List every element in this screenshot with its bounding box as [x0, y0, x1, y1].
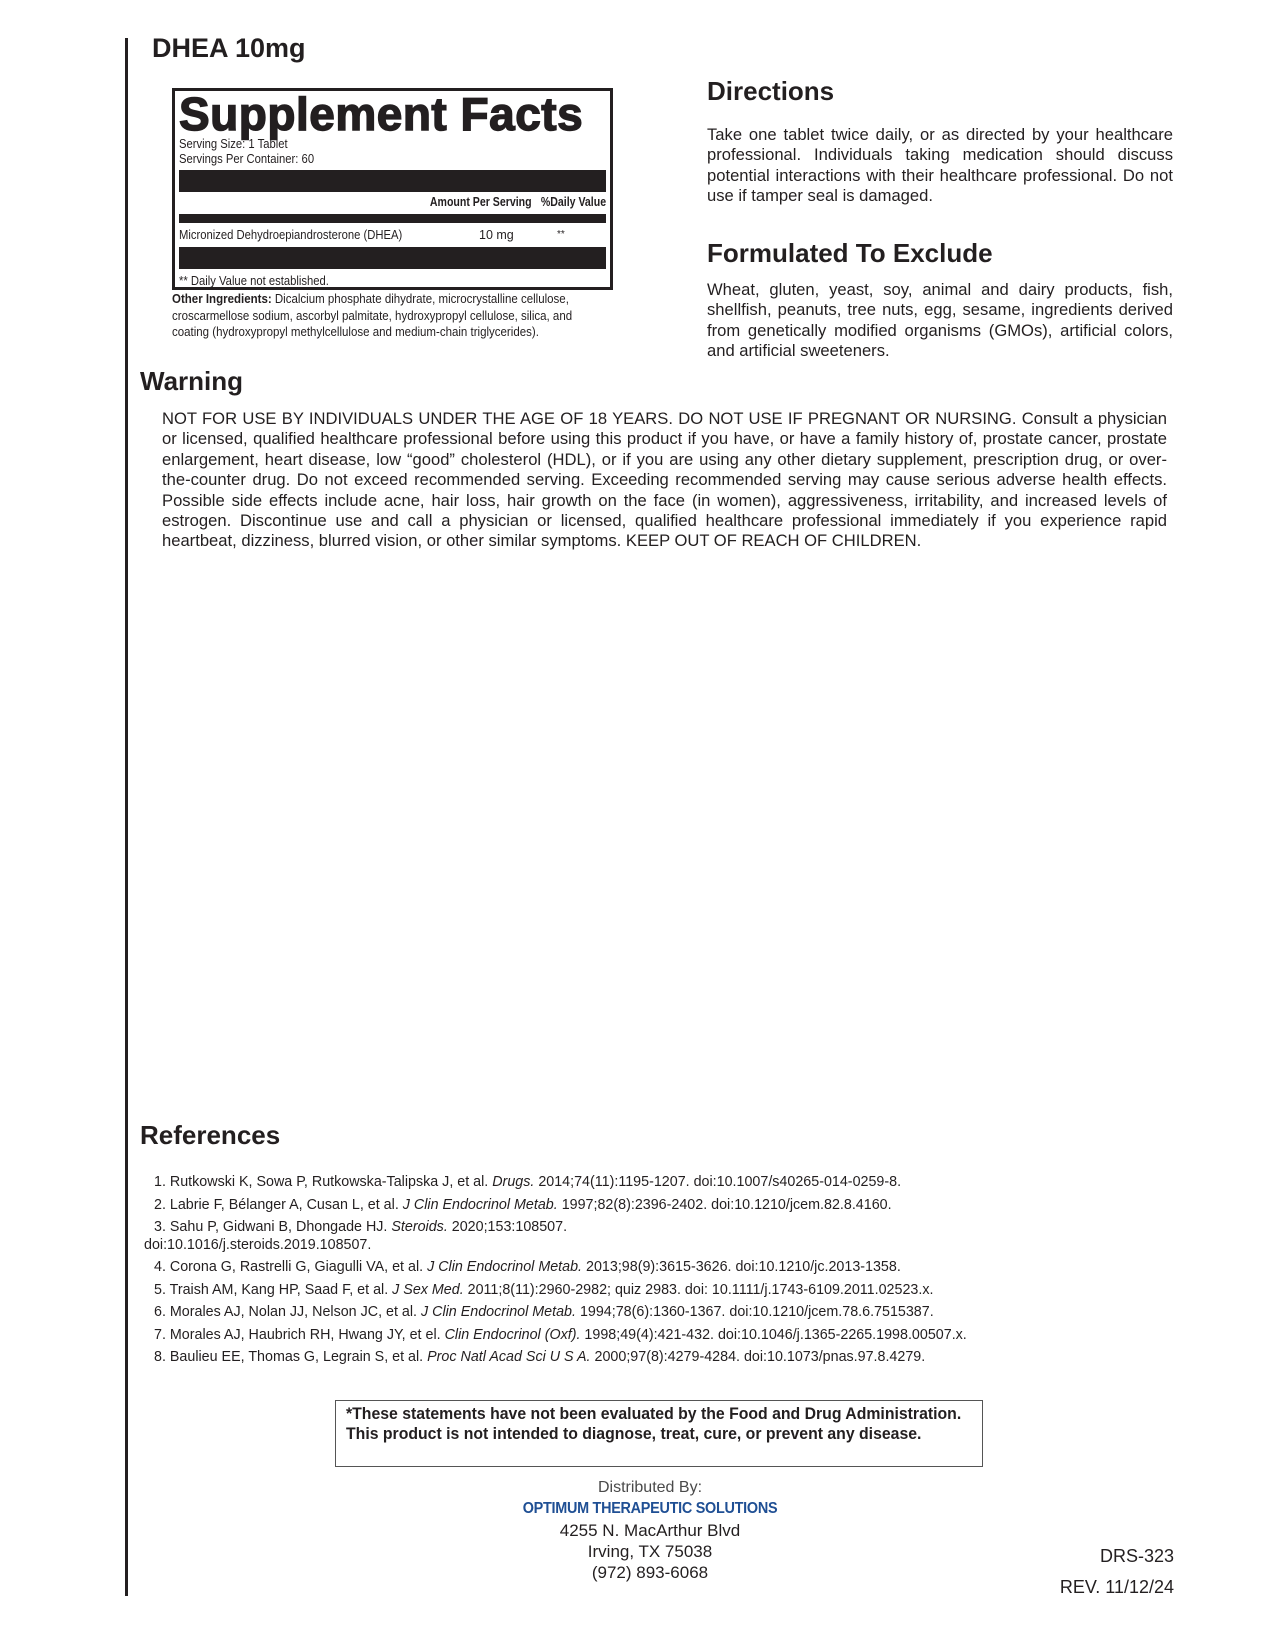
servings-per-container: Servings Per Container: 60 [179, 152, 315, 166]
facts-divider-bar [179, 170, 606, 192]
header-daily-value: %Daily Value [540, 195, 606, 209]
reference-item [154, 1197, 1174, 1215]
ingredient-name: Micronized Dehydroepiandrosterone (DHEA) [179, 228, 403, 242]
directions-text: Take one tablet twice daily, or as directed by your healthcare professional. Individuals taking medication should discuss potential interactions with their healthcare professional. Do not use if tamper seal is damaged. [707, 125, 1173, 206]
document-code: DRS-323 [1099, 1546, 1174, 1566]
facts-row [179, 223, 606, 247]
serving-size: Serving Size: 1 Tablet [179, 137, 288, 151]
reference-journal: Drugs. [492, 1174, 535, 1190]
distributed-by-label: Distributed By: [597, 1479, 703, 1496]
reference-journal: Clin Endocrinol (Oxf). [444, 1326, 581, 1343]
reference-doi: doi:10.1016/j.steroids.2019.108507. [144, 1236, 372, 1253]
reference-authors: 4. Corona G, Rastrelli G, Giagulli VA, et al. [154, 1259, 428, 1275]
reference-item [154, 1304, 1174, 1322]
reference-journal: J Clin Endocrinol Metab. [402, 1196, 558, 1213]
left-margin-rule [125, 38, 128, 1596]
facts-footnote: ** Daily Value not established. [179, 274, 329, 288]
document-revision: REV. 11/12/24 [1059, 1577, 1174, 1597]
reference-details: 2000;97(8):4279-4284. doi:10.1073/pnas.97.8.4279. [590, 1349, 926, 1365]
document-code-block [1060, 1541, 1174, 1603]
distributor-phone: (972) 893-6068 [591, 1563, 709, 1582]
directions-heading: Directions [707, 76, 835, 106]
warning-heading: Warning [140, 366, 244, 396]
reference-journal: J Clin Endocrinol Metab. [421, 1304, 576, 1320]
reference-authors: 3. Sahu P, Gidwani B, Dhongade HJ. [154, 1219, 392, 1235]
references-list [144, 1174, 1174, 1372]
reference-journal: Proc Natl Acad Sci U S A. [427, 1349, 591, 1365]
formulated-to-exclude-heading: Formulated To Exclude [707, 238, 993, 268]
reference-authors: 7. Morales AJ, Haubrich RH, Hwang JY, et el. [154, 1326, 445, 1343]
reference-item [154, 1282, 1174, 1300]
other-ingredients-label: Other Ingredients: [172, 292, 272, 306]
other-ingredients [172, 291, 612, 341]
ingredient-daily-value: ** [557, 229, 565, 240]
reference-details: 2013;98(9):3615-3626. doi:10.1210/jc.2013-1358. [582, 1259, 901, 1275]
fda-disclaimer-text: *These statements have not been evaluated by the Food and Drug Administration. This product is not intended to diagnose, treat, cure, or prevent any disease. [346, 1404, 962, 1443]
reference-details: 1998;49(4):421-432. doi:10.1046/j.1365-2265.1998.00507.x. [580, 1326, 967, 1343]
reference-details: 2020;153:108507. [447, 1219, 568, 1235]
references-heading: References [140, 1120, 281, 1150]
reference-item [144, 1219, 1174, 1254]
reference-journal: Steroids. [391, 1219, 448, 1235]
reference-details: 2014;74(11):1195-1207. doi:10.1007/s40265-014-0259-8. [534, 1174, 902, 1190]
facts-column-header [179, 192, 606, 212]
product-title: DHEA 10mg [152, 33, 306, 63]
reference-authors: 6. Morales AJ, Nolan JJ, Nelson JC, et al. [154, 1304, 421, 1320]
reference-authors: 2. Labrie F, Bélanger A, Cusan L, et al. [154, 1196, 403, 1213]
reference-authors: 5. Traish AM, Kang HP, Saad F, et al. [154, 1281, 393, 1298]
supplement-facts-title: Supplement Facts [179, 88, 584, 140]
other-ingredients-text: Dicalcium phosphate dihydrate, microcrystalline cellulose, croscarmellose sodium, ascorbyl palmitate, hydroxypropyl cellulose, silica, and coating (hydroxypropyl methylcellulose and medium-chain triglycerides). [172, 292, 573, 339]
ingredient-amount: 10 mg [479, 228, 514, 242]
distributor-address-line1: 4255 N. MacArthur Blvd [559, 1521, 741, 1540]
distributor-block [480, 1478, 820, 1583]
reference-authors: 1. Rutkowski K, Sowa P, Rutkowska-Talipska J, et al. [154, 1174, 493, 1190]
reference-item [154, 1259, 1174, 1277]
distributor-address-line2: Irving, TX 75038 [587, 1542, 713, 1561]
formulated-to-exclude-text: Wheat, gluten, yeast, soy, animal and dairy products, fish, shellfish, peanuts, tree nuts, egg, sesame, ingredients derived from genetically modified organisms (GMOs), artificial colors, and artificial sweeteners. [707, 280, 1173, 361]
reference-journal: J Clin Endocrinol Metab. [427, 1259, 583, 1275]
reference-details: 1997;82(8):2396-2402. doi:10.1210/jcem.82.8.4160. [557, 1196, 892, 1213]
supplement-facts-panel [172, 88, 613, 290]
reference-item [154, 1327, 1174, 1345]
reference-item [154, 1174, 1174, 1192]
fda-disclaimer-box [335, 1400, 983, 1467]
distributor-company: OPTIMUM THERAPEUTIC SOLUTIONS [522, 1500, 778, 1517]
reference-details: 1994;78(6):1360-1367. doi:10.1210/jcem.78.6.7515387. [575, 1304, 934, 1320]
facts-divider-bar [179, 247, 606, 269]
header-amount-per-serving: Amount Per Serving [430, 195, 532, 209]
reference-details: 2011;8(11):2960-2982; quiz 2983. doi: 10.1111/j.1743-6109.2011.02523.x. [463, 1281, 934, 1298]
facts-divider-bar [179, 214, 606, 223]
warning-text: NOT FOR USE BY INDIVIDUALS UNDER THE AGE OF 18 YEARS. DO NOT USE IF PREGNANT OR NURSING. Consult a physician or licensed, qualified healthcare professional before using this product if you have, or have a family history of, prostate cancer, prostate enlargement, heart disease, low “good” cholesterol (HDL), or if you are using any other dietary supplement, prescription drug, or over-the-counter drug. Do not exceed recommended serving. Exceeding recommended serving may cause serious adverse health effects. Possible side effects include acne, hair loss, hair growth on the face (in women), aggressiveness, irritability, and increased levels of estrogen. Discontinue use and call a physician or licensed, qualified healthcare professional immediately if you experience rapid heartbeat, dizziness, blurred vision, or other similar symptoms. KEEP OUT OF REACH OF CHILDREN. [162, 409, 1167, 551]
reference-item [154, 1349, 1174, 1367]
reference-journal: J Sex Med. [392, 1281, 464, 1298]
reference-authors: 8. Baulieu EE, Thomas G, Legrain S, et al. [154, 1349, 428, 1365]
